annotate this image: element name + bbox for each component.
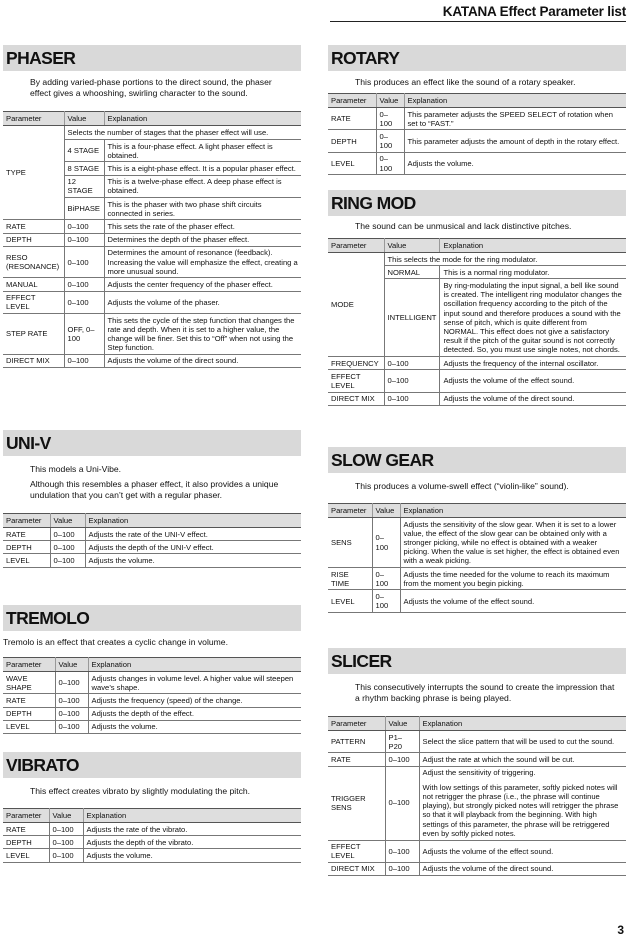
explanation-cell: This is a normal ring modulator.: [440, 266, 626, 279]
explanation-cell: Selects the number of stages that the phaser effect will use.: [64, 126, 301, 140]
explanation-cell: Adjusts the volume of the direct sound.: [419, 862, 626, 875]
column-header: Parameter: [3, 658, 55, 672]
value-cell: 0–100: [376, 152, 404, 174]
param-cell: SENS: [328, 518, 372, 568]
column-header: Explanation: [400, 504, 626, 518]
table-row: [3, 278, 301, 291]
section-title: RING MOD: [328, 190, 626, 216]
value-cell: 0–100: [376, 130, 404, 152]
phaser-section: [3, 45, 301, 366]
param-cell: DEPTH: [3, 707, 55, 720]
value-cell: P1–P20: [385, 731, 419, 753]
explanation-cell: This is a four-phase effect. A light phaser effect is obtained.: [104, 140, 301, 162]
explanation-cell: Adjusts the volume of the phaser.: [104, 291, 301, 313]
explanation-cell: Select the slice pattern that will be used to cut the sound.: [419, 731, 626, 753]
column-header: Value: [376, 94, 404, 108]
value-cell: 0–100: [49, 849, 83, 862]
param-cell: RATE: [3, 528, 50, 541]
table-row: [3, 554, 301, 567]
value-cell: 0–100: [50, 541, 85, 554]
table-row: [3, 707, 301, 720]
table-header-row: [3, 809, 301, 823]
explanation-cell: This is a eight-phase effect. It is a popular phaser effect.: [104, 162, 301, 175]
rotary-section: [328, 45, 626, 173]
table-row: [3, 823, 301, 836]
rotary-table: [328, 93, 626, 175]
univ-table: [3, 513, 301, 568]
description-line: Although this resembles a phaser effect, it also provides a unique undulation that you can’t get with a regular phaser.: [30, 479, 279, 500]
column-header: Value: [372, 504, 400, 518]
slowgear-table: [328, 503, 626, 613]
table-row: [328, 108, 626, 130]
table-row: [328, 518, 626, 568]
univ-section: [3, 430, 301, 565]
table-header-row: [328, 239, 626, 253]
phaser-table: [3, 111, 301, 368]
section-description: This produces an effect like the sound of a rotary speaker.: [355, 77, 576, 87]
section-title: UNI-V: [3, 430, 301, 456]
table-header-row: [3, 658, 301, 672]
explanation-cell: This is the phaser with two phase shift circuits connected in series.: [104, 198, 301, 220]
value-cell: 0–100: [55, 694, 88, 707]
value-cell: 0–100: [384, 357, 440, 370]
column-header: Explanation: [85, 514, 301, 528]
table-row: [328, 370, 626, 392]
param-cell: EFFECT LEVEL: [328, 370, 384, 392]
ringmod-table: [328, 238, 626, 406]
table-row: [3, 836, 301, 849]
table-row: [328, 862, 626, 875]
column-header: Explanation: [83, 809, 301, 823]
explanation-cell: Adjusts the rate of the UNI-V effect.: [85, 528, 301, 541]
column-header: Parameter: [328, 239, 384, 253]
table-row: [3, 541, 301, 554]
slicer-section: [328, 648, 626, 874]
column-header: Value: [50, 514, 85, 528]
table-row: [3, 672, 301, 694]
explanation-cell: Adjusts the volume.: [83, 849, 301, 862]
value-cell: 0–100: [50, 528, 85, 541]
explanation-cell: Adjusts the volume of the direct sound.: [440, 392, 626, 405]
column-header: Explanation: [88, 658, 301, 672]
section-description: This consecutively interrupts the sound to create the impression that a rhythm backing phrase is being played.: [355, 682, 615, 703]
explanation-cell: Adjusts the sensitivity of the slow gear. When it is set to a lower value, the effect of the slow gear can be obtained only with a stronger picking, while no effect is obtained with a weaker picking. When the value is set higher, the effect is obtained even with a weak picking.: [400, 518, 626, 568]
section-title: TREMOLO: [3, 605, 301, 631]
value-cell: 0–100: [64, 278, 104, 291]
param-cell: DEPTH: [3, 836, 49, 849]
section-title: ROTARY: [328, 45, 626, 71]
column-header: Value: [385, 717, 419, 731]
value-cell: 8 STAGE: [64, 162, 104, 175]
section-description: The sound can be unmusical and lack distinctive pitches.: [355, 221, 572, 231]
explanation-cell: Adjusts the volume of the direct sound.: [104, 354, 301, 367]
value-cell: 0–100: [64, 354, 104, 367]
column-header: Value: [49, 809, 83, 823]
explanation-cell: Adjusts the volume.: [404, 152, 626, 174]
param-cell: DEPTH: [328, 130, 376, 152]
explanation-cell: Adjusts the frequency of the internal oscillator.: [440, 357, 626, 370]
table-row: [3, 126, 301, 140]
param-cell: LEVEL: [3, 720, 55, 733]
value-cell: 0–100: [385, 840, 419, 862]
param-cell: RATE: [3, 694, 55, 707]
column-header: Value: [55, 658, 88, 672]
column-header: Value: [64, 112, 104, 126]
param-cell: STEP RATE: [3, 314, 64, 355]
explanation-cell: Adjust the rate at which the sound will be cut.: [419, 753, 626, 766]
explanation-cell: This sets the rate of the phaser effect.: [104, 220, 301, 233]
table-row: [328, 753, 626, 766]
slicer-table: [328, 716, 626, 876]
table-row: [3, 354, 301, 367]
explanation-cell: Adjust the sensitivity of triggering.: [422, 768, 536, 778]
explanation-cell: Adjusts the rate of the vibrato.: [83, 823, 301, 836]
value-cell: 0–100: [55, 720, 88, 733]
explanation-cell: Adjusts the frequency (speed) of the change.: [88, 694, 301, 707]
ringmod-section: [328, 190, 626, 404]
section-description: This effect creates vibrato by slightly modulating the pitch.: [30, 786, 251, 796]
column-header: Parameter: [3, 809, 49, 823]
column-header: Explanation: [440, 239, 626, 253]
page-number: 3: [617, 923, 624, 937]
section-description: This produces a volume-swell effect (“violin-like” sound).: [355, 481, 569, 491]
value-cell: 0–100: [49, 836, 83, 849]
section-title: SLOW GEAR: [328, 447, 626, 473]
value-cell: NORMAL: [384, 266, 440, 279]
table-row: [3, 314, 301, 355]
explanation-cell: By ring-modulating the input signal, a bell like sound is created. The intelligent ring modulator changes the oscillation frequency according to the pitch of the input sound and therefore produces a sound with the sense of pitch, which is quite different from NORMAL. This effect does not give a satisfactory result if the pitch of the guitar sound is not correctly detected. So, you must use single notes, not chords.: [440, 279, 626, 357]
param-cell: EFFECT LEVEL: [328, 840, 385, 862]
section-title: PHASER: [3, 45, 301, 71]
param-cell: DIRECT MIX: [3, 354, 64, 367]
table-header-row: [328, 94, 626, 108]
explanation-cell: Adjusts the depth of the vibrato.: [83, 836, 301, 849]
param-cell: LEVEL: [328, 152, 376, 174]
table-row: [328, 130, 626, 152]
table-row: [3, 720, 301, 733]
param-cell: LEVEL: [3, 554, 50, 567]
param-cell: RISE TIME: [328, 568, 372, 590]
table-row: [3, 246, 301, 278]
param-cell: DEPTH: [3, 233, 64, 246]
value-cell: INTELLIGENT: [384, 279, 440, 357]
value-cell: BiPHASE: [64, 198, 104, 220]
column-header: Parameter: [3, 514, 50, 528]
explanation-cell: Adjusts the volume.: [85, 554, 301, 567]
column-header: Explanation: [104, 112, 301, 126]
value-cell: 0–100: [64, 291, 104, 313]
param-cell: MANUAL: [3, 278, 64, 291]
table-row: [328, 152, 626, 174]
value-cell: 4 STAGE: [64, 140, 104, 162]
table-row: [328, 766, 626, 781]
column-header: Explanation: [419, 717, 626, 731]
explanation-cell: This parameter adjusts the SPEED SELECT of rotation when set to “FAST.”: [404, 108, 626, 130]
explanation-cell: This is a twelve-phase effect. A deep phase effect is obtained.: [104, 175, 301, 197]
page-header: KATANA Effect Parameter list: [330, 4, 626, 22]
column-header: Parameter: [328, 717, 385, 731]
vibrato-section: [3, 752, 301, 860]
value-cell: 0–100: [64, 233, 104, 246]
param-cell: TYPE: [3, 126, 64, 220]
param-cell: LEVEL: [328, 590, 372, 612]
column-header: Value: [384, 239, 440, 253]
param-cell: WAVE SHAPE: [3, 672, 55, 694]
value-cell: 0–100: [55, 672, 88, 694]
value-cell: 0–100: [385, 862, 419, 875]
param-cell: RESO (RESONANCE): [3, 246, 64, 278]
param-cell: EFFECT LEVEL: [3, 291, 64, 313]
param-cell: RATE: [3, 823, 49, 836]
value-cell: 0–100: [372, 590, 400, 612]
table-row: [3, 528, 301, 541]
column-header: Parameter: [328, 94, 376, 108]
value-cell: 0–100: [372, 568, 400, 590]
tremolo-section: [3, 605, 301, 732]
table-row: [3, 233, 301, 246]
table-row: [3, 220, 301, 233]
explanation-cell: Adjusts the volume of the effect sound.: [440, 370, 626, 392]
explanation-cell: Adjusts the time needed for the volume to reach its maximum from the moment you begin picking.: [400, 568, 626, 590]
section-description: By adding varied-phase portions to the direct sound, the phaser effect gives a whooshing, swirling character to the sound.: [30, 77, 272, 98]
explanation-cell: This sets the cycle of the step function that changes the rate and depth. When it is set to a higher value, the change will be finer. Set this to “Off” when not using the Step function.: [104, 314, 301, 355]
value-cell: 0–100: [64, 246, 104, 278]
table-row: [328, 568, 626, 590]
explanation-cell: This selects the mode for the ring modulator.: [384, 253, 626, 266]
explanation-cell: Adjusts the volume of the effect sound.: [419, 840, 626, 862]
table-row: [328, 590, 626, 612]
explanation-cell: With low settings of this parameter, softly picked notes will not retrigger the phrase (i.e., the phrase will continue playing), but strongly picked notes will retrigger the phrase so that it will playback from the beginning. With high settings of this parameter, the phrase will be retriggered even by softly picked notes.: [419, 781, 626, 840]
param-cell: RATE: [328, 753, 385, 766]
table-row: [328, 840, 626, 862]
value-cell: 0–100: [385, 766, 419, 840]
table-row: [328, 253, 626, 266]
description-line: This models a Uni-Vibe.: [30, 464, 122, 474]
explanation-cell: Determines the amount of resonance (feedback). Increasing the value will emphasize the effect, creating a more unusual sound.: [104, 246, 301, 278]
explanation-cell: Adjusts the volume.: [88, 720, 301, 733]
value-cell: 0–100: [49, 823, 83, 836]
explanation-cell: Adjusts the center frequency of the phaser effect.: [104, 278, 301, 291]
column-header: Explanation: [404, 94, 626, 108]
param-cell: DEPTH: [3, 541, 50, 554]
value-cell: 12 STAGE: [64, 175, 104, 197]
section-title: SLICER: [328, 648, 626, 674]
explanation-cell: Adjusts the depth of the UNI-V effect.: [85, 541, 301, 554]
table-header-row: [328, 717, 626, 731]
column-header: Parameter: [328, 504, 372, 518]
value-cell: 0–100: [384, 370, 440, 392]
param-cell: PATTERN: [328, 731, 385, 753]
value-cell: 0–100: [64, 220, 104, 233]
param-cell: LEVEL: [3, 849, 49, 862]
value-cell: 0–100: [376, 108, 404, 130]
section-description: [3, 464, 301, 501]
param-cell: MODE: [328, 253, 384, 357]
explanation-cell: Adjusts changes in volume level. A higher value will steepen wave’s shape.: [88, 672, 301, 694]
param-cell: TRIGGER SENS: [328, 766, 385, 840]
param-cell: DIRECT MIX: [328, 862, 385, 875]
vibrato-table: [3, 808, 301, 863]
table-row: [3, 291, 301, 313]
param-cell: RATE: [3, 220, 64, 233]
section-description: Tremolo is an effect that creates a cyclic change in volume.: [3, 637, 228, 647]
slowgear-section: [328, 447, 626, 611]
value-cell: OFF, 0–100: [64, 314, 104, 355]
param-cell: FREQUENCY: [328, 357, 384, 370]
column-header: Parameter: [3, 112, 64, 126]
table-row: [3, 849, 301, 862]
value-cell: 0–100: [384, 392, 440, 405]
param-cell: DIRECT MIX: [328, 392, 384, 405]
value-cell: 0–100: [50, 554, 85, 567]
table-header-row: [3, 514, 301, 528]
value-cell: 0–100: [385, 753, 419, 766]
table-header-row: [328, 504, 626, 518]
value-cell: 0–100: [55, 707, 88, 720]
table-header-row: [3, 112, 301, 126]
table-row: [328, 392, 626, 405]
param-cell: RATE: [328, 108, 376, 130]
table-row: [3, 694, 301, 707]
value-cell: 0–100: [372, 518, 400, 568]
explanation-cell: Adjusts the depth of the effect.: [88, 707, 301, 720]
explanation-cell: Determines the depth of the phaser effect.: [104, 233, 301, 246]
table-row: [328, 731, 626, 753]
table-row: [328, 357, 626, 370]
explanation-cell: Adjusts the volume of the effect sound.: [400, 590, 626, 612]
section-title: VIBRATO: [3, 752, 301, 778]
tremolo-table: [3, 657, 301, 734]
explanation-cell: This parameter adjusts the amount of depth in the rotary effect.: [404, 130, 626, 152]
